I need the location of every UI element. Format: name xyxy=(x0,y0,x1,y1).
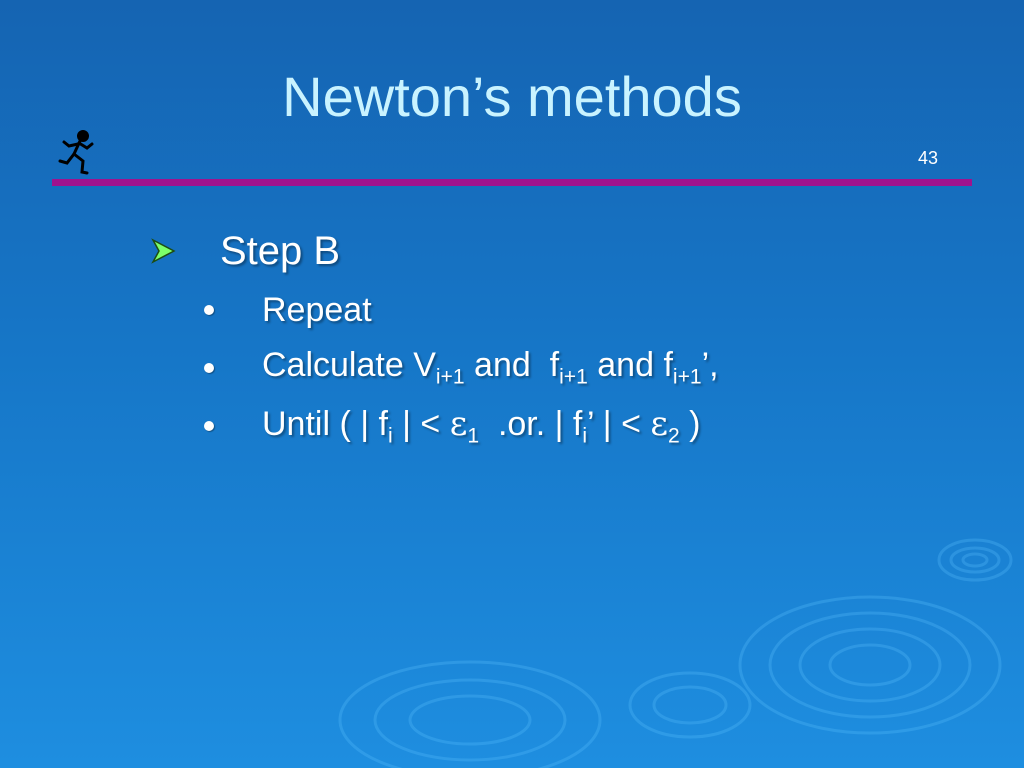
bullet-text: Calculate $V_{i+1}$ and $f_{i+1}$ and $f_{i+1}$’, xyxy=(262,346,719,389)
arrow-bullet-icon xyxy=(150,238,176,264)
bullet-text: Repeat xyxy=(262,290,372,329)
round-bullet-icon xyxy=(204,421,214,431)
step-heading: Step B xyxy=(220,228,341,273)
page-number: 43 xyxy=(918,148,939,168)
bullet-step-b xyxy=(150,226,340,276)
round-bullet-icon xyxy=(204,305,214,315)
bullet-calculate xyxy=(204,346,719,390)
round-bullet-icon xyxy=(204,363,214,373)
bullet-repeat xyxy=(204,288,372,332)
slide-title: Newton’s methods xyxy=(282,65,742,128)
running-figure-icon xyxy=(56,130,96,176)
title-divider xyxy=(52,179,972,186)
bullet-until xyxy=(204,404,701,448)
bullet-text: Until ( | $f_i$ | < $\varepsilon_1$ .or. | $f_i$’ | < $\varepsilon_2$ ) xyxy=(262,403,701,448)
